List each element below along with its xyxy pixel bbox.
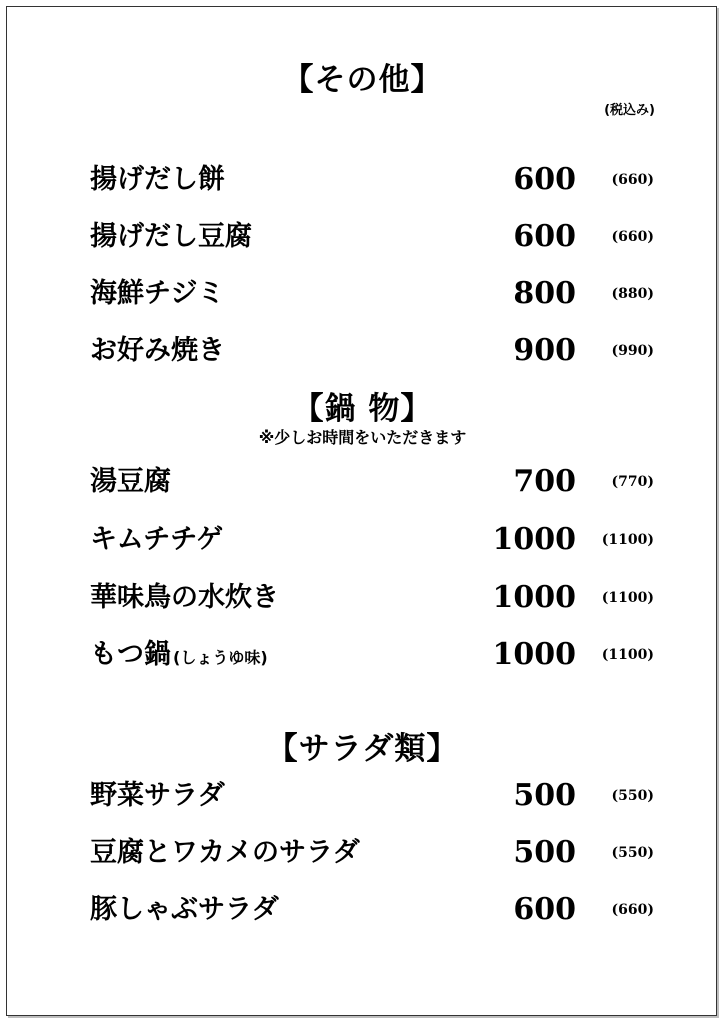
item-tax-price: (660) (611, 172, 654, 188)
item-price: 500 (513, 835, 576, 870)
item-name: 豆腐とワカメのサラダ (90, 837, 360, 868)
menu-item (90, 833, 660, 873)
item-tax-price: (660) (611, 902, 654, 918)
item-name-text: もつ鍋 (90, 639, 171, 670)
menu-item (90, 635, 660, 675)
tax-included-note: (税込み) (604, 103, 655, 118)
menu-item (90, 462, 660, 502)
item-price: 1000 (492, 580, 576, 615)
item-price: 600 (513, 892, 576, 927)
menu-item (90, 331, 660, 371)
item-name: 野菜サラダ (90, 780, 225, 811)
item-name: 揚げだし豆腐 (90, 221, 252, 252)
item-name: 豚しゃぶサラダ (90, 894, 279, 925)
menu-item (90, 520, 660, 560)
menu-item (90, 160, 660, 200)
item-price: 900 (513, 333, 576, 368)
item-name: 湯豆腐 (90, 466, 171, 497)
item-flavor-note: (しょうゆ味) (173, 648, 268, 667)
item-name: 華味鳥の水炊き (90, 582, 279, 613)
item-price: 600 (513, 162, 576, 197)
menu-item (90, 274, 660, 314)
item-name: 揚げだし餅 (90, 164, 225, 195)
item-price: 500 (513, 778, 576, 813)
item-tax-price: (880) (611, 286, 654, 302)
item-name: 海鮮チジミ (90, 278, 225, 309)
item-tax-price: (550) (611, 788, 654, 804)
section-title-salad: 【サラダ類】 (266, 731, 459, 767)
menu-item (90, 776, 660, 816)
item-name (90, 635, 268, 678)
wait-time-note: ※少しお時間をいただきます (258, 428, 467, 447)
item-price: 800 (513, 276, 576, 311)
item-price: 1000 (492, 637, 576, 672)
item-price: 600 (513, 219, 576, 254)
menu-item (90, 890, 660, 930)
item-price: 1000 (492, 522, 576, 557)
item-tax-price: (990) (611, 343, 654, 359)
item-tax-price: (1100) (601, 590, 654, 606)
item-tax-price: (1100) (601, 647, 654, 663)
item-tax-price: (1100) (601, 532, 654, 548)
item-tax-price: (770) (611, 474, 654, 490)
menu-item (90, 217, 660, 257)
menu-item (90, 578, 660, 618)
item-name: お好み焼き (90, 335, 225, 366)
item-name: キムチチゲ (90, 524, 224, 555)
section-title-other: 【その他】 (282, 62, 443, 98)
item-tax-price: (550) (611, 845, 654, 861)
item-tax-price: (660) (611, 229, 654, 245)
section-title-hotpot: 【鍋 物】 (292, 391, 433, 427)
item-price: 700 (513, 464, 576, 499)
